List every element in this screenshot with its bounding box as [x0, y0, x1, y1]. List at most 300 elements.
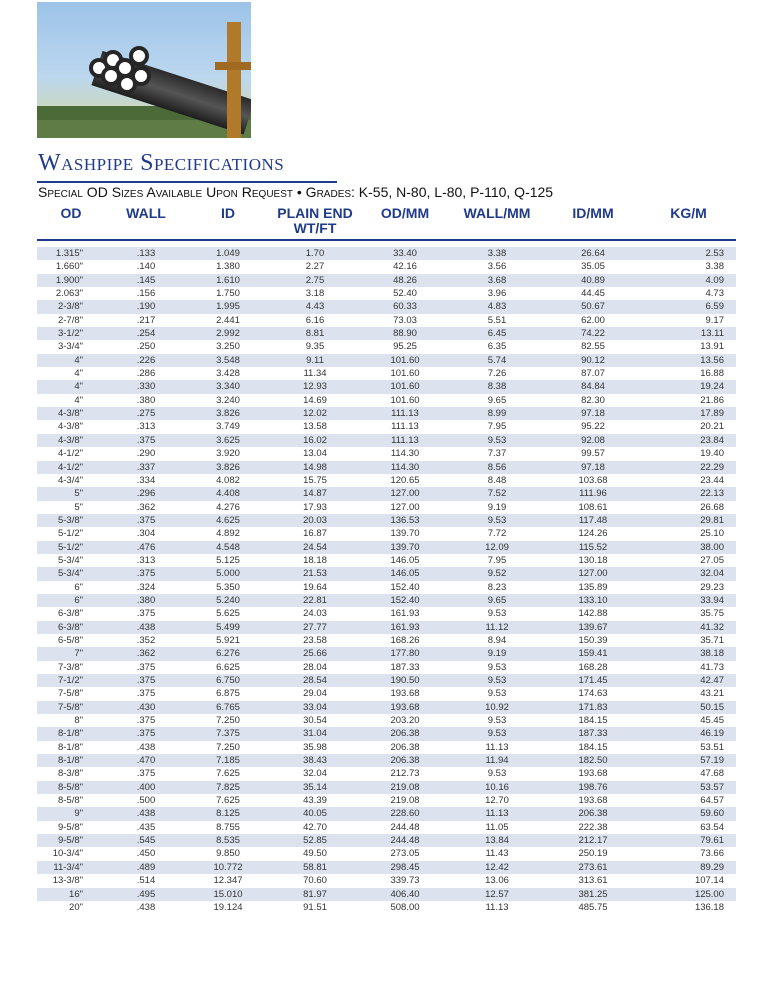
cell-od: 1.900": [37, 274, 105, 287]
cell-od: 1.315": [37, 247, 105, 260]
cell-plain-end-wt: 6.16: [305, 314, 325, 326]
cell-od-mm: 152.40: [361, 594, 449, 607]
cell-od-mm: 139.70: [361, 541, 449, 554]
cell-wall-mm: 12.70: [485, 795, 509, 807]
cell-wall: .275: [105, 407, 187, 420]
cell-kg-m: 63.54: [700, 821, 724, 833]
cell-wall: .296: [105, 487, 187, 500]
cell-id-mm: 133.10: [545, 594, 641, 607]
cell-id-mm: 50.67: [545, 300, 641, 313]
cell-id-mm: 117.48: [545, 514, 641, 527]
cell-wall: .337: [105, 461, 187, 474]
table-row: [37, 674, 736, 687]
cell-od: 4": [74, 394, 83, 406]
cell-wall-mm: 9.52: [449, 567, 545, 580]
cell-od-mm: 187.33: [390, 661, 420, 673]
cell-id-mm: 159.41: [545, 647, 641, 660]
photo-rack-post: [227, 22, 241, 138]
col-header-od: OD: [37, 204, 105, 240]
cell-kg-m: 42.47: [641, 674, 736, 687]
cell-wall: .375: [105, 674, 187, 687]
cell-kg-m: 41.73: [700, 661, 724, 673]
cell-id-mm: 124.26: [578, 528, 608, 540]
cell-wall: .375: [136, 715, 156, 727]
cell-kg-m: 43.21: [700, 688, 724, 700]
cell-kg-m: 23.84: [641, 434, 736, 447]
cell-id-mm: 99.57: [581, 448, 605, 460]
cell-od-mm: 127.00: [390, 501, 420, 513]
cell-id-mm: 35.05: [581, 261, 605, 273]
cell-wall-mm: 8.23: [487, 581, 507, 593]
table-row: [37, 687, 736, 700]
table-row: [37, 727, 736, 740]
cell-wall-mm: 4.83: [449, 300, 545, 313]
cell-od-mm: 219.08: [361, 781, 449, 794]
cell-id-mm: 87.07: [581, 368, 605, 380]
cell-kg-m: 3.38: [705, 261, 724, 273]
table-row: [37, 407, 736, 420]
cell-plain-end-wt: 28.54: [269, 674, 361, 687]
cell-id: 5.625: [216, 608, 240, 620]
cell-id-mm: 171.83: [545, 701, 641, 714]
cell-id: 19.124: [213, 901, 243, 913]
cell-id: 12.347: [213, 875, 243, 887]
cell-plain-end-wt: 18.18: [303, 554, 327, 566]
table-row: [37, 714, 736, 727]
cell-wall: .375: [136, 688, 156, 700]
table-row: [37, 567, 736, 580]
cell-id: 7.250: [216, 741, 240, 753]
cell-wall: .514: [136, 875, 156, 887]
cell-wall-mm: 11.94: [449, 754, 545, 767]
cell-od-mm: 298.45: [361, 861, 449, 874]
cell-wall-mm: 11.12: [449, 621, 545, 634]
cell-wall: .324: [136, 581, 156, 593]
cell-od: 5-3/8": [37, 514, 105, 527]
table-spacer-row: [37, 240, 736, 247]
cell-plain-end-wt: 20.03: [269, 514, 361, 527]
cell-wall-mm: 9.53: [487, 661, 507, 673]
cell-od: 7-3/8": [57, 661, 83, 673]
cell-wall: .140: [136, 261, 156, 273]
cell-id: 6.276: [187, 647, 269, 660]
cell-id: 1.610: [187, 274, 269, 287]
cell-wall-mm: 11.05: [485, 821, 509, 833]
cell-plain-end-wt: 30.54: [303, 715, 327, 727]
cell-plain-end-wt: 17.93: [303, 501, 327, 513]
cell-wall-mm: 7.37: [487, 448, 507, 460]
page-subtitle: Special OD Sizes Available Upon Request • Grades: K-55, N-80, L-80, P-110, Q-125: [38, 184, 554, 200]
table-row: [37, 327, 736, 340]
cell-kg-m: 53.57: [641, 781, 736, 794]
cell-id-mm: 97.18: [545, 407, 641, 420]
cell-wall-mm: 9.53: [487, 768, 507, 780]
cell-od: 2-3/8": [37, 300, 105, 313]
cell-kg-m: 13.91: [700, 341, 724, 353]
cell-id-mm: 222.38: [578, 821, 608, 833]
cell-od-mm: 193.68: [361, 701, 449, 714]
table-row: [37, 474, 736, 487]
cell-wall: .375: [105, 567, 187, 580]
cell-plain-end-wt: 13.58: [303, 421, 327, 433]
cell-id-mm: 182.50: [545, 754, 641, 767]
cell-od: 20": [69, 901, 83, 913]
cell-wall-mm: 9.19: [449, 647, 545, 660]
cell-id: 4.408: [187, 487, 269, 500]
cell-id: 2.441: [216, 314, 240, 326]
cell-wall-mm: 8.99: [449, 407, 545, 420]
cell-od-mm: 146.05: [390, 554, 420, 566]
cell-plain-end-wt: 24.54: [269, 541, 361, 554]
cell-kg-m: 29.81: [641, 514, 736, 527]
cell-od: 2.063": [55, 288, 83, 300]
cell-od: 9": [37, 807, 105, 820]
cell-wall: .438: [105, 621, 187, 634]
cell-od: 4-3/8": [57, 421, 83, 433]
col-header-wall: WALL: [105, 204, 187, 240]
cell-wall-mm: 13.06: [485, 875, 509, 887]
cell-kg-m: 26.68: [700, 501, 724, 513]
cell-od-mm: 152.40: [390, 581, 420, 593]
cell-plain-end-wt: 2.75: [269, 274, 361, 287]
cell-plain-end-wt: 35.98: [303, 741, 327, 753]
cell-id: 3.826: [187, 407, 269, 420]
cell-wall-mm: 7.52: [449, 487, 545, 500]
cell-od: 8-5/8": [57, 795, 83, 807]
cell-plain-end-wt: 28.04: [303, 661, 327, 673]
cell-id-mm: 103.68: [578, 474, 608, 486]
cell-od-mm: 244.48: [390, 821, 420, 833]
cell-id: 4.625: [187, 514, 269, 527]
cell-od: 5-3/4": [37, 567, 105, 580]
table-row: [37, 287, 736, 300]
cell-plain-end-wt: 12.02: [269, 407, 361, 420]
cell-kg-m: 4.73: [705, 288, 724, 300]
cell-kg-m: 35.75: [700, 608, 724, 620]
cell-od: 5-3/4": [57, 554, 83, 566]
cell-plain-end-wt: 15.75: [303, 474, 327, 486]
cell-kg-m: 22.13: [641, 487, 736, 500]
cell-wall-mm: 7.95: [487, 554, 507, 566]
spec-table-container: [37, 204, 736, 914]
cell-od-mm: 101.60: [361, 380, 449, 393]
cell-wall: .133: [105, 247, 187, 260]
cell-id-mm: 111.96: [545, 487, 641, 500]
cell-od-mm: 193.68: [390, 688, 420, 700]
cell-id: 2.992: [187, 327, 269, 340]
title-underline: [37, 181, 337, 183]
cell-id: 5.125: [216, 554, 240, 566]
table-row: [37, 487, 736, 500]
cell-plain-end-wt: 29.04: [303, 688, 327, 700]
cell-wall-mm: 3.56: [487, 261, 507, 273]
cell-id: 5.000: [187, 567, 269, 580]
table-row: [37, 807, 736, 820]
cell-plain-end-wt: 40.05: [269, 807, 361, 820]
cell-wall: .313: [136, 554, 156, 566]
cell-wall-mm: 5.51: [487, 314, 507, 326]
cell-od: 5": [37, 487, 105, 500]
cell-wall: .290: [136, 448, 156, 460]
cell-id-mm: 198.76: [545, 781, 641, 794]
cell-id-mm: 127.00: [545, 567, 641, 580]
cell-wall-mm: 6.45: [449, 327, 545, 340]
cell-id-mm: 250.19: [578, 848, 608, 860]
cell-wall-mm: 9.19: [487, 501, 507, 513]
table-row: [37, 794, 736, 807]
cell-wall: .334: [136, 474, 156, 486]
cell-wall-mm: 11.13: [449, 807, 545, 820]
cell-id-mm: 108.61: [578, 501, 608, 513]
table-row: [37, 514, 736, 527]
cell-wall: .362: [136, 501, 156, 513]
cell-id-mm: 40.89: [545, 274, 641, 287]
cell-wall: .375: [105, 727, 187, 740]
cell-id-mm: 174.63: [578, 688, 608, 700]
pipe-end-icon: [129, 46, 149, 66]
col-header-id-mm: ID/MM: [545, 204, 641, 240]
cell-wall-mm: 9.53: [449, 434, 545, 447]
cell-plain-end-wt: 16.87: [303, 528, 327, 540]
cell-od: 6-5/8": [57, 634, 83, 646]
table-row: [37, 847, 736, 860]
table-row: [37, 861, 736, 874]
cell-wall: .250: [136, 341, 156, 353]
cell-wall-mm: 11.13: [485, 741, 509, 753]
cell-od-mm: 203.20: [390, 715, 420, 727]
cell-od-mm: 273.05: [390, 848, 420, 860]
cell-id-mm: 26.64: [545, 247, 641, 260]
header-photo-washpipe-bundle: [37, 2, 251, 138]
cell-od-mm: 101.60: [390, 394, 420, 406]
cell-kg-m: 38.18: [641, 647, 736, 660]
cell-id-mm: 139.67: [545, 621, 641, 634]
cell-wall: .430: [105, 701, 187, 714]
cell-wall: .435: [136, 821, 156, 833]
cell-id-mm: 82.55: [581, 341, 605, 353]
cell-wall: .438: [136, 901, 156, 913]
cell-plain-end-wt: 32.04: [303, 768, 327, 780]
cell-plain-end-wt: 81.97: [269, 888, 361, 901]
col-header-wall-mm: WALL/MM: [449, 204, 545, 240]
cell-wall-mm: 7.95: [487, 421, 507, 433]
cell-id: 7.250: [216, 715, 240, 727]
cell-id: 8.125: [187, 807, 269, 820]
cell-plain-end-wt: 12.93: [269, 380, 361, 393]
cell-wall-mm: 12.09: [449, 541, 545, 554]
cell-plain-end-wt: 42.70: [303, 821, 327, 833]
cell-kg-m: 125.00: [641, 888, 736, 901]
cell-wall: .313: [136, 421, 156, 433]
cell-wall-mm: 11.43: [485, 848, 509, 860]
cell-wall: .330: [105, 380, 187, 393]
table-row: [37, 621, 736, 634]
cell-kg-m: 33.94: [641, 594, 736, 607]
table-row: [37, 247, 736, 260]
cell-id: 3.826: [187, 461, 269, 474]
cell-id-mm: 193.68: [578, 795, 608, 807]
cell-wall-mm: 10.92: [449, 701, 545, 714]
col-header-id: ID: [187, 204, 269, 240]
cell-od-mm: 52.40: [393, 288, 417, 300]
cell-kg-m: 32.04: [641, 567, 736, 580]
cell-od-mm: 406.40: [361, 888, 449, 901]
cell-od: 4-3/4": [57, 474, 83, 486]
table-row: [37, 901, 736, 914]
cell-kg-m: 107.14: [694, 875, 724, 887]
cell-id: 7.825: [187, 781, 269, 794]
cell-plain-end-wt: 27.77: [269, 621, 361, 634]
cell-od-mm: 190.50: [361, 674, 449, 687]
cell-plain-end-wt: 33.04: [269, 701, 361, 714]
cell-od: 13-3/8": [52, 875, 83, 887]
cell-od-mm: 42.16: [393, 261, 417, 273]
cell-od-mm: 111.13: [361, 434, 449, 447]
cell-id: 7.185: [187, 754, 269, 767]
cell-od: 7": [37, 647, 105, 660]
cell-id: 6.765: [187, 701, 269, 714]
table-row: [37, 781, 736, 794]
cell-id-mm: 206.38: [545, 807, 641, 820]
cell-od-mm: 206.38: [361, 727, 449, 740]
cell-id: 7.625: [216, 768, 240, 780]
table-row: [37, 581, 736, 594]
cell-id: 4.892: [216, 528, 240, 540]
cell-od-mm: 161.93: [361, 621, 449, 634]
cell-id-mm: 92.08: [545, 434, 641, 447]
cell-plain-end-wt: 91.51: [303, 901, 327, 913]
cell-plain-end-wt: 22.81: [269, 594, 361, 607]
cell-id-mm: 97.18: [545, 461, 641, 474]
cell-kg-m: 22.29: [641, 461, 736, 474]
cell-od-mm: 339.73: [390, 875, 420, 887]
cell-plain-end-wt: 8.81: [269, 327, 361, 340]
cell-wall-mm: 9.53: [449, 514, 545, 527]
cell-kg-m: 13.11: [641, 327, 736, 340]
cell-plain-end-wt: 4.43: [269, 300, 361, 313]
cell-id: 3.625: [187, 434, 269, 447]
cell-wall: .380: [136, 394, 156, 406]
cell-kg-m: 38.00: [641, 541, 736, 554]
cell-id-mm: 485.75: [578, 901, 608, 913]
cell-od-mm: 228.60: [361, 807, 449, 820]
cell-id: 6.875: [216, 688, 240, 700]
cell-id: 1.995: [187, 300, 269, 313]
cell-kg-m: 20.21: [700, 421, 724, 433]
cell-kg-m: 53.51: [700, 741, 724, 753]
cell-kg-m: 35.71: [700, 634, 724, 646]
cell-plain-end-wt: 49.50: [303, 848, 327, 860]
cell-kg-m: 57.19: [641, 754, 736, 767]
cell-plain-end-wt: 52.85: [269, 834, 361, 847]
table-row: [37, 741, 736, 754]
cell-od-mm: 206.38: [361, 754, 449, 767]
col-header-plain-end-wt: PLAIN END WT/FT: [269, 204, 361, 240]
table-row: [37, 434, 736, 447]
cell-plain-end-wt: 31.04: [269, 727, 361, 740]
cell-wall: .375: [136, 768, 156, 780]
cell-od-mm: 60.33: [361, 300, 449, 313]
cell-od-mm: 48.26: [361, 274, 449, 287]
col-header-kg-m: KG/M: [641, 204, 736, 240]
cell-wall: .286: [136, 368, 156, 380]
cell-wall: .156: [136, 288, 156, 300]
cell-plain-end-wt: 38.43: [269, 754, 361, 767]
cell-wall: .217: [136, 314, 156, 326]
cell-id-mm: 82.30: [581, 394, 605, 406]
cell-plain-end-wt: 1.70: [269, 247, 361, 260]
cell-id: 4.548: [187, 541, 269, 554]
table-row: [37, 420, 736, 433]
cell-wall: .304: [136, 528, 156, 540]
cell-wall-mm: 11.13: [485, 901, 509, 913]
table-row: [37, 661, 736, 674]
cell-od-mm: 120.65: [390, 474, 420, 486]
cell-id: 3.920: [216, 448, 240, 460]
cell-od-mm: 101.60: [390, 368, 420, 380]
table-row: [37, 607, 736, 620]
cell-od: 3-3/4": [57, 341, 83, 353]
cell-plain-end-wt: 3.18: [305, 288, 325, 300]
cell-od: 6": [74, 581, 83, 593]
cell-id: 1.049: [187, 247, 269, 260]
cell-plain-end-wt: 13.04: [303, 448, 327, 460]
cell-wall: .375: [105, 514, 187, 527]
cell-wall: .375: [136, 661, 156, 673]
cell-wall-mm: 9.53: [487, 688, 507, 700]
cell-id-mm: 84.84: [545, 380, 641, 393]
cell-plain-end-wt: 14.98: [269, 461, 361, 474]
cell-id: 15.010: [187, 888, 269, 901]
table-row: [37, 340, 736, 353]
cell-od-mm: 161.93: [390, 608, 420, 620]
cell-wall-mm: 8.48: [487, 474, 507, 486]
table-header-row: [37, 204, 736, 240]
cell-id-mm: 193.68: [578, 768, 608, 780]
table-row: [37, 541, 736, 554]
cell-id: 9.850: [216, 848, 240, 860]
cell-wall: .450: [136, 848, 156, 860]
cell-kg-m: 79.61: [641, 834, 736, 847]
cell-od: 8-3/8": [57, 768, 83, 780]
cell-plain-end-wt: 43.39: [303, 795, 327, 807]
table-row: [37, 527, 736, 540]
table-row: [37, 260, 736, 273]
cell-id: 7.625: [216, 795, 240, 807]
cell-od-mm: 136.53: [361, 514, 449, 527]
cell-kg-m: 23.44: [700, 474, 724, 486]
cell-id-mm: 130.18: [578, 554, 608, 566]
cell-wall: .254: [105, 327, 187, 340]
cell-id: 5.240: [187, 594, 269, 607]
washpipe-spec-table: [37, 204, 736, 914]
cell-wall: .470: [105, 754, 187, 767]
cell-kg-m: 16.88: [700, 368, 724, 380]
col-header-od-mm: OD/MM: [361, 204, 449, 240]
cell-id: 3.548: [187, 354, 269, 367]
cell-id: 3.240: [216, 394, 240, 406]
cell-kg-m: 59.60: [641, 807, 736, 820]
cell-od-mm: 33.40: [361, 247, 449, 260]
cell-kg-m: 46.19: [641, 727, 736, 740]
photo-rack-arm: [215, 62, 251, 70]
cell-wall-mm: 12.57: [449, 888, 545, 901]
cell-od: 4": [74, 368, 83, 380]
cell-od-mm: 73.03: [393, 314, 417, 326]
cell-wall-mm: 9.65: [449, 594, 545, 607]
cell-od: 4": [37, 354, 105, 367]
cell-od-mm: 111.13: [391, 421, 419, 433]
